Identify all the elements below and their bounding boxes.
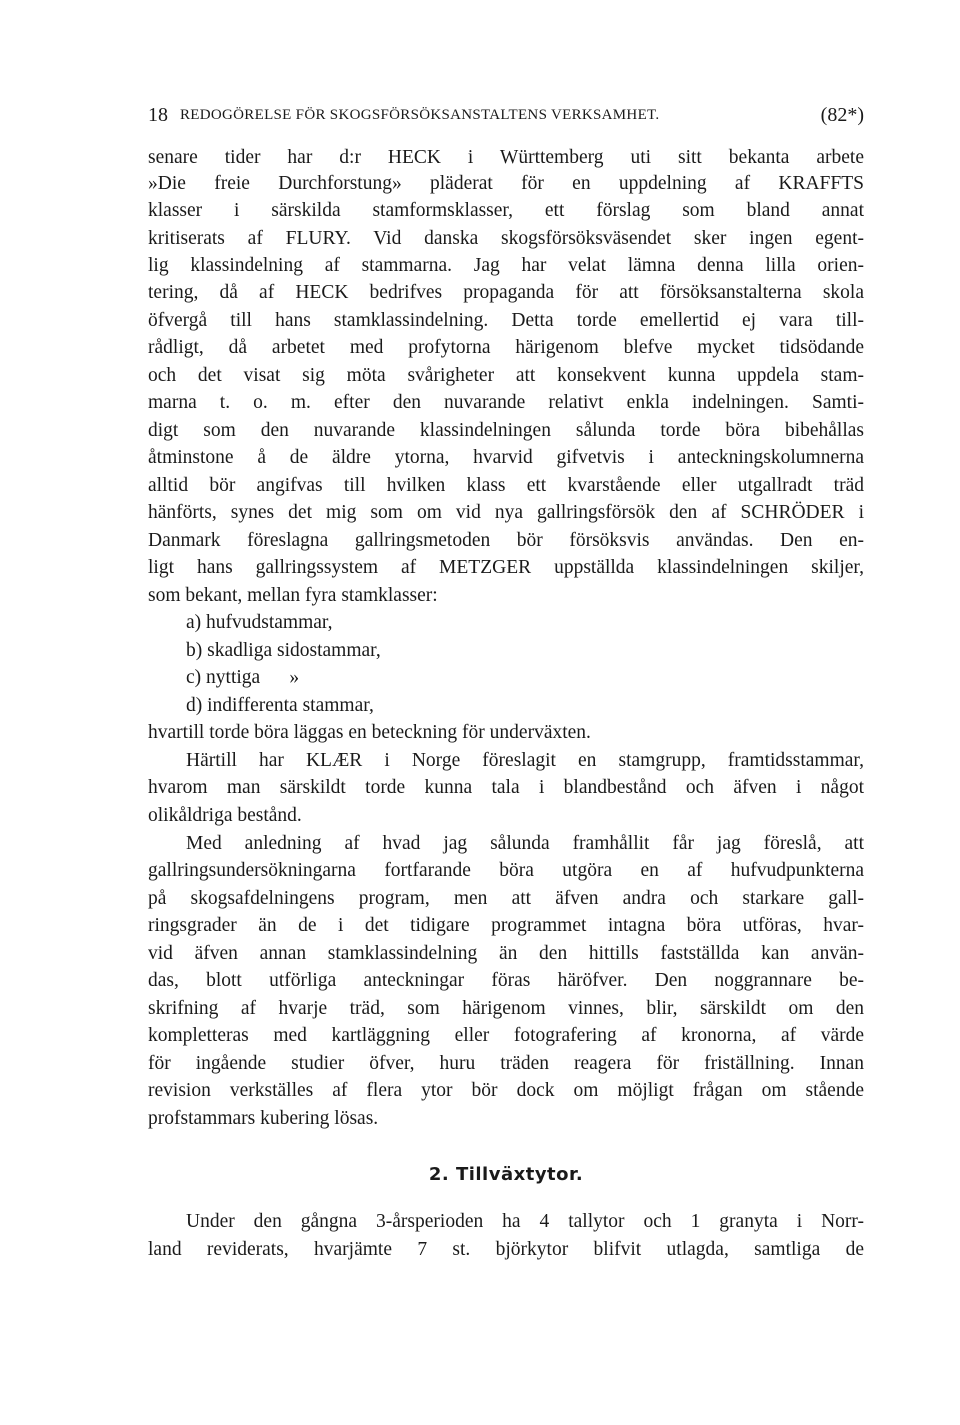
text-line: das, blott utförliga anteckningar föras häröfver. Den noggrannare be- [148, 970, 864, 991]
text-line: för ingående studier öfver, huru träden reagera för friställning. Innan [148, 1053, 864, 1074]
text-line: Härtill har KLÆR i Norge föreslagit en stamgrupp, framtidsstammar, [186, 750, 864, 771]
text-line: kompletteras med kartläggning eller fotografering af kronorna, af värde [148, 1025, 864, 1046]
text-line: rådligt, då arbetet med profytorna härigenom blefve mycket tidsödande [148, 337, 864, 358]
text-line: Med anledning af hvad jag sålunda framhållit får jag föreslå, att [186, 833, 864, 854]
text-line: digt som den nuvarande klassindelningen sålunda torde böra bibehållas [148, 420, 864, 441]
text-line: Under den gångna 3-årsperioden ha 4 tallytor och 1 granyta i Norr- [186, 1211, 864, 1232]
text-line: och det visat sig möta svårigheter att konsekvent kunna uppdela stam- [148, 365, 864, 386]
page-number: 18 [148, 104, 168, 126]
text-line: ringsgrader än de i det tidigare programmet intagna böra utföras, hvar- [148, 915, 864, 936]
text-line: Danmark föreslagna gallringsmetoden bör försöksvis användas. Den en- [148, 530, 864, 551]
list-item: c) nyttiga » [186, 667, 300, 688]
text-line: land reviderats, hvarjämte 7 st. björkytor blifvit utlagda, samtliga de [148, 1239, 864, 1260]
text-line: kritiserats af FLURY. Vid danska skogsförsöksväsendet sker ingen egent- [148, 228, 864, 249]
text-line: hvartill torde böra läggas en beteckning för underväxten. [148, 722, 591, 743]
text-line: åtminstone å de äldre ytorna, hvarvid gifvetvis i anteckningskolumnerna [148, 447, 864, 468]
running-title: REDOGÖRELSE FÖR SKOGSFÖRSÖKSANSTALTENS VERKSAMHET. [180, 107, 660, 123]
text-line: öfvergå till hans stamklassindelning. Detta torde emellertid ej vara till- [148, 310, 864, 331]
text-line: tering, då af HECK bedrifves propaganda för att försöksanstalterna skola [148, 282, 864, 303]
text-line: profstammars kubering lösas. [148, 1108, 379, 1129]
text-line: hänförts, synes det mig som om vid nya gallringsförsök den af SCHRÖDER i [148, 502, 864, 523]
text-line: hvarom man särskildt torde kunna tala i blandbestånd och äfven i något [148, 777, 864, 798]
text-line: marna t. o. m. efter den nuvarande relativt enkla indelningen. Samti- [148, 392, 864, 413]
text-line: på skogsafdelningens program, men att äfven andra och starkare gall- [148, 888, 864, 909]
list-item: d) indifferenta stammar, [186, 695, 374, 716]
list-item: a) hufvudstammar, [186, 612, 333, 633]
page-header [148, 100, 864, 130]
text-line: lig klassindelning af stammarna. Jag har velat lämna denna lilla orien- [148, 255, 864, 276]
text-line: vid äfven annan stamklassindelning än den hittills fastställda kan använ- [148, 943, 864, 964]
list-item: b) skadliga sidostammar, [186, 640, 381, 661]
text-line: senare tider har d:r HECK i Württemberg uti sitt bekanta arbete [148, 147, 864, 168]
text-line: »Die freie Durchforstung» pläderat för en uppdelning af KRAFFTS [148, 173, 864, 194]
text-line: olikåldriga bestånd. [148, 805, 302, 826]
text-line: skrifning af hvarje träd, som härigenom vinnes, blir, särskildt om den [148, 998, 864, 1019]
text-line: alltid bör angifvas till hvilken klass ett kvarstående eller utgallradt träd [148, 475, 864, 496]
text-line: revision verkställes af flera ytor bör dock om möjligt frågan om stående [148, 1080, 864, 1101]
text-line: ligt hans gallringssystem af METZGER uppställda klassindelningen skiljer, [148, 557, 864, 578]
text-line: klasser i särskilda stamformsklasser, ett förslag som bland annat [148, 200, 864, 221]
text-line: gallringsundersökningarna fortfarande böra utgöra en af hufvudpunkterna [148, 860, 864, 881]
section-heading: 2. Tillväxtytor. [428, 1164, 584, 1185]
text-line: som bekant, mellan fyra stamklasser: [148, 585, 438, 606]
section-code: (82*) [820, 104, 864, 126]
